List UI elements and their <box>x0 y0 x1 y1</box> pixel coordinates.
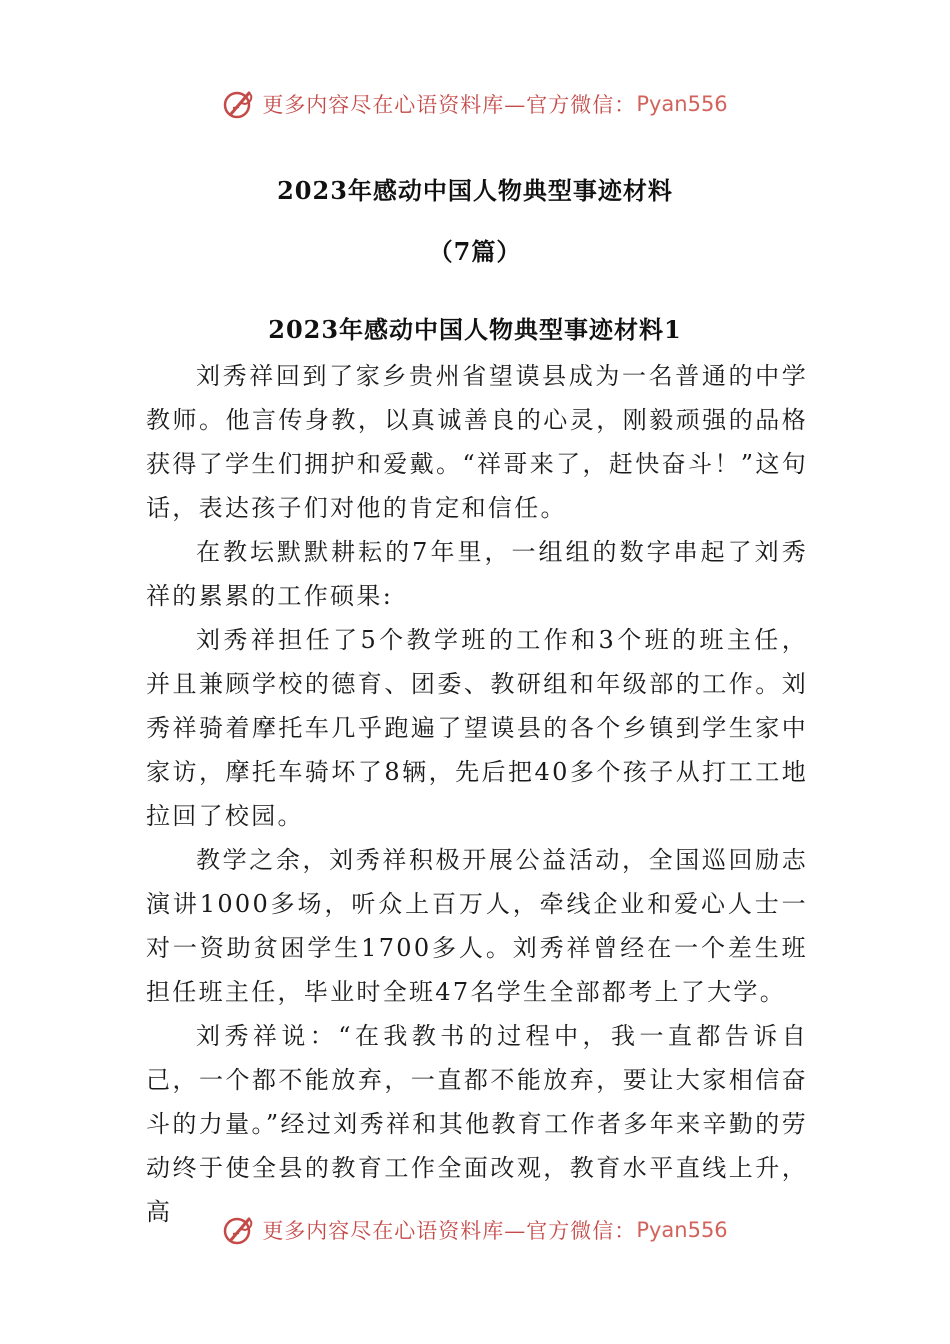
document-body <box>146 354 808 1234</box>
body-paragraph: 在教坛默默耕耘的7年里，一组组的数字串起了刘秀祥的累累的工作硕果: <box>146 538 808 610</box>
quill-logo-icon <box>222 87 256 121</box>
quill-logo-icon <box>222 1213 256 1247</box>
body-paragraph: 刘秀祥担任了5个教学班的工作和3个班的班主任，并且兼顾学校的德育、团委、教研组和年级部的工作。刘秀祥骑着摩托车几乎跑遍了望谟县的各个乡镇到学生家中家访，摩托车骑坏了8辆，先后把40多个孩子从打工工地拉回了校园。 <box>146 626 808 830</box>
banner-wechat-handle: Pyan556 <box>636 1218 728 1242</box>
body-paragraph: 刘秀祥回到了家乡贵州省望谟县成为一名普通的中学教师。他言传身教，以真诚善良的心灵，刚毅顽强的品格获得了学生们拥护和爱戴。“祥哥来了，赶快奋斗！”这句话，表达孩子们对他的肯定和信任。 <box>146 362 808 522</box>
banner-text: 更多内容尽在心语资料库—官方微信： <box>262 1219 637 1243</box>
section-title: 2023年感动中国人物典型事迹材料1 <box>268 315 682 344</box>
header-watermark-banner <box>0 84 950 124</box>
document-count: （7篇） <box>428 237 522 266</box>
banner-text: 更多内容尽在心语资料库—官方微信： <box>262 93 637 117</box>
body-paragraph: 教学之余，刘秀祥积极开展公益活动，全国巡回励志演讲1000多场，听众上百万人，牵线企业和爱心人士一对一资助贫困学生1700多人。刘秀祥曾经在一个差生班担任班主任，毕业时全班47名学生全部都考上了大学。 <box>146 846 808 1006</box>
banner-wechat-handle: Pyan556 <box>636 92 728 116</box>
body-paragraph: 刘秀祥说：“在我教书的过程中，我一直都告诉自己，一个都不能放弃，一直都不能放弃，要让大家相信奋斗的力量。”经过刘秀祥和其他教育工作者多年来辛勤的劳动终于使全县的教育工作全面改观，教育水平直线上升，高 <box>146 1022 808 1226</box>
document-title: 2023年感动中国人物典型事迹材料 <box>277 176 673 205</box>
footer-watermark-banner <box>0 1210 950 1250</box>
